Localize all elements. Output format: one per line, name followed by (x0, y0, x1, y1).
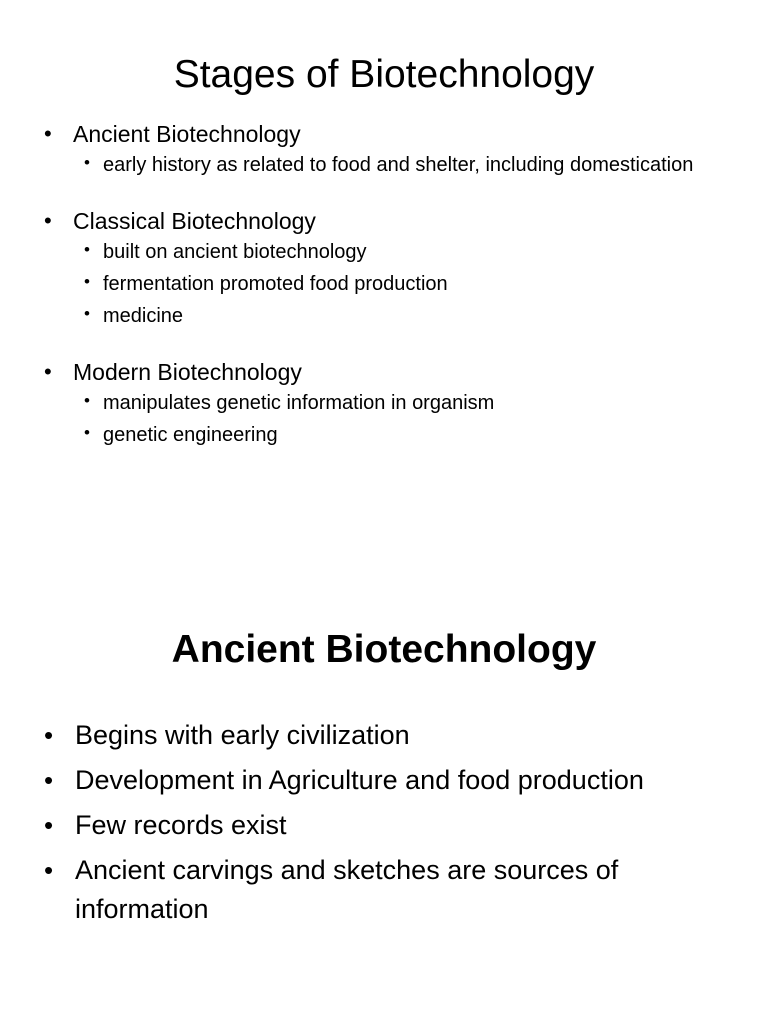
sub-list (73, 239, 734, 330)
sub-list-item: • fermentation promoted food production (73, 271, 734, 298)
sub-list-item: • medicine (73, 303, 734, 330)
slide-title: Stages of Biotechnology (173, 53, 595, 96)
list-item-ancient (44, 118, 734, 179)
sub-list-item: • early history as related to food and shelter, including domestication (73, 152, 734, 179)
list-item-label: Classical Biotechnology (73, 208, 316, 234)
list-item: • Development in Agriculture and food production (44, 761, 734, 800)
list-item: • Few records exist (44, 806, 734, 845)
sub-list-item: • manipulates genetic information in organism (73, 390, 734, 417)
slide-title: Ancient Biotechnology (171, 628, 597, 671)
sub-list-item: • built on ancient biotechnology (73, 239, 734, 266)
sub-list (73, 152, 734, 179)
list-item-modern (44, 356, 734, 449)
list-item: • Ancient carvings and sketches are sources of information (44, 851, 734, 929)
stages-list (44, 118, 734, 454)
slide-ancient-biotechnology (0, 600, 768, 1024)
list-item: • Begins with early civilization (44, 716, 734, 755)
list-item-label: Modern Biotechnology (73, 359, 302, 385)
sub-list (73, 390, 734, 449)
list-item-classical (44, 205, 734, 330)
list-item-label: Ancient Biotechnology (73, 121, 301, 147)
ancient-list (44, 716, 734, 935)
sub-list-item: • genetic engineering (73, 422, 734, 449)
